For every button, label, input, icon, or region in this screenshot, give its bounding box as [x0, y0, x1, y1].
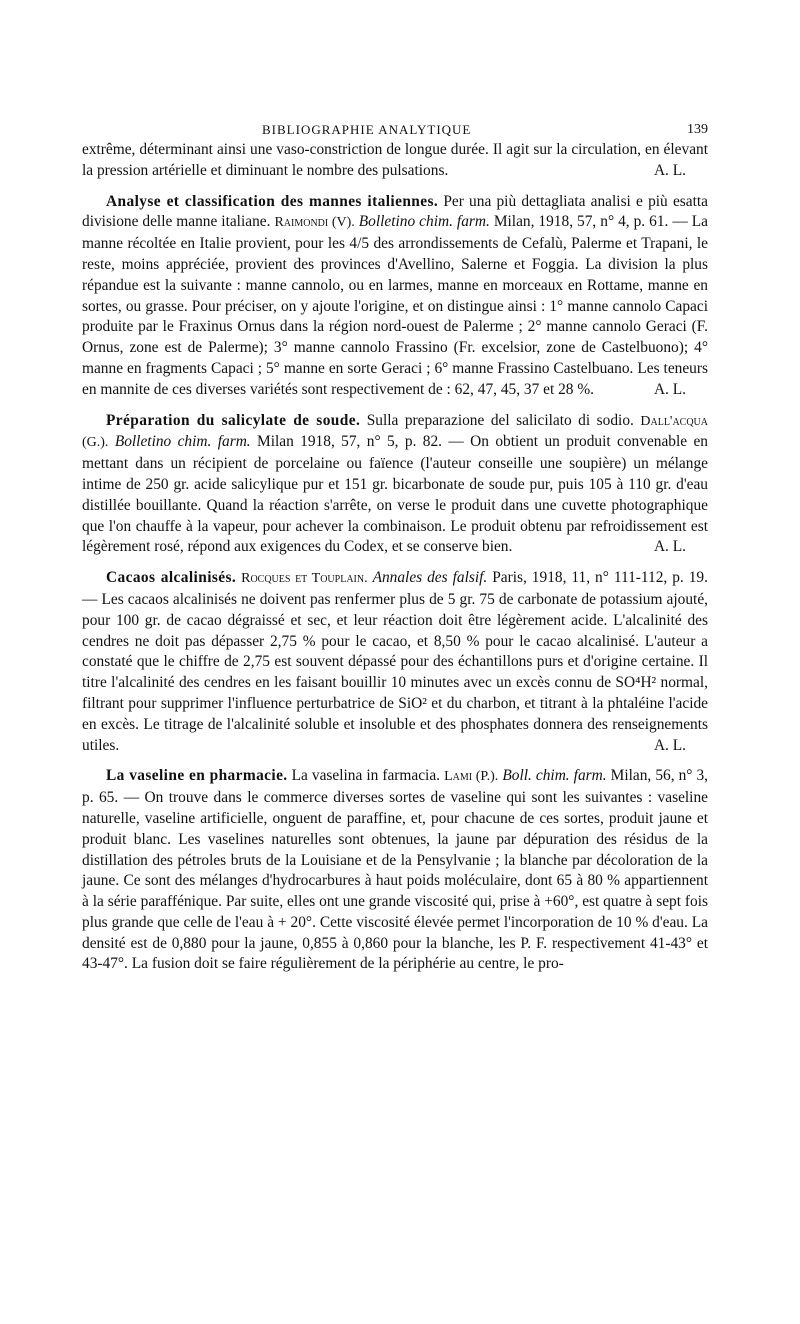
- entry-subtitle: Per una più dettagliata analisi e più esatta divisione delle manne italiane.: [82, 192, 708, 231]
- running-title: BIBLIOGRAPHIE ANALYTIQUE: [262, 122, 472, 137]
- entry-reference: Milan, 56, n° 3, p. 65.: [82, 767, 709, 807]
- entry-title: Analyse et classification des mannes italiennes.: [106, 192, 439, 210]
- entry-reference: Milan, 1918, 57, n° 4, p. 61.: [493, 213, 669, 231]
- entry-journal: Annales des falsif.: [372, 569, 488, 587]
- entry-signature: A. L.: [653, 161, 686, 179]
- entry-reference: Milan 1918, 57, n° 5, p. 82.: [257, 433, 443, 451]
- entry-body: — La manne récoltée en Italie provient, pour les 4/5 des arrondissements de Cefalù, Palerme et Trapani, le reste, moins appréciée, provient des provinces d'Avellino, Salerne et Foggia. La division la plus répandue est la suivante : manne cannolo, ou en larmes, manne en morceaux en Rottame, manne en sortes, ou grasse. Pour préciser, on y ajoute l'origine, et on distingue ainsi : 1° manne cannolo Capaci produite par le Fraxinus Ornus dans la région nord-ouest de Palerme ; 2° manne cannolo Geraci (F. Ornus, zone est de Palerme); 3° manne cannolo Frassino (Fr. excelsior, zone de Castelbuono); 4° manne en fragments Capaci ; 5° manne en sorte Geraci ; 6° manne Frassino Castelbuano. Les teneurs en mannite de ces diverses variétés sont respectivement de : 62, 47, 45, 37 et 28 %.: [82, 213, 708, 398]
- entry-journal: Bolletino chim. farm.: [358, 213, 490, 231]
- entry-body: — On obtient un produit convenable en mettant dans un récipient de porcelaine ou faïence (l'auteur conseille une soupière) un mélange intime de 250 gr. acide salicylique pur et 151 gr. bicarbonate de soude pur, puis 105 à 110 gr. d'eau distillée bouillante. Quand la réaction s'arrête, on verse le produit dans une cuvette photographique que l'on chauffe à la vapeur, pour achever la combinaison. Le produit obtenu par refroidissement est légèrement rosé, répond aux exigences du Codex, et se conserve bien.: [82, 433, 708, 556]
- running-header: [82, 118, 708, 140]
- entry-author: Lami (P.).: [444, 769, 499, 785]
- book-page: [82, 118, 708, 975]
- entry-journal: Boll. chim. farm.: [502, 767, 607, 785]
- entry-mannes-italiennes: [82, 192, 708, 401]
- entry-reference: Paris, 1918, 11, n° 111-112, p. 19.: [492, 569, 708, 587]
- entry-signature: A. L.: [653, 380, 686, 398]
- entry-author: Raimondi (V).: [274, 215, 355, 231]
- entry-body: — Les cacaos alcalinisés ne doivent pas renfermer plus de 5 gr. 75 de carbonate de potassium ajouté, pour 100 gr. de cacao dégraissé et sec, et leur réaction doit être légèrement acide. L'alcalinité des cendres ne doit pas dépasser 2,75 % pour le cacao, et 8,50 % pour le cacao alcalinisé. L'auteur a constaté que le chiffre de 2,75 est souvent dépassé pour des échantillons purs et d'origine certaine. Il titre l'alcalinité des cendres en les faisant bouillir 10 minutes avec un excès connu de SO⁴H² normal, filtrant pour supprimer l'influence perturbatrice de SiO² et du charbon, et titrant à la phtaléine l'acide en excès. Le titrage de l'alcalinité soluble et insoluble et des phosphates donnera des renseignements utiles.: [82, 590, 708, 754]
- entry-signature: A. L.: [653, 538, 686, 556]
- page-number: 139: [687, 122, 708, 137]
- entry-continuation: [82, 140, 708, 182]
- entry-cacaos-alcalinises: [82, 568, 708, 756]
- entry-journal: Bolletino chim. farm.: [114, 433, 251, 451]
- entry-body: extrême, déterminant ainsi une vaso-constriction de longue durée. Il agit sur la circulation, en élevant la pression artérielle et diminuant le nombre des pulsations.: [82, 141, 708, 179]
- entry-salicylate-soude: [82, 411, 708, 559]
- entry-title: La vaseline en pharmacie.: [106, 767, 288, 785]
- entry-subtitle: Sulla preparazione del salicilato di sodio.: [366, 411, 634, 429]
- entry-author: Dall'acqua (G.).: [82, 413, 709, 451]
- entry-title: Cacaos alcalinisés.: [106, 569, 237, 587]
- entry-body: — On trouve dans le commerce diverses sortes de vaseline qui sont les suivantes : vaseline naturelle, vaseline artificielle, onguent de paraffine, et, pour chacune de ces sortes, produit jaune et produit blanc. Les vaselines naturelles sont obtenues, la jaune par dépuration des résidus de la distillation des pétroles bruts de la Louisiane et de la Pensylvanie ; la blanche par décoloration de la jaune. Ce sont des mélanges d'hydrocarbures à haut poids moléculaire, dont 65 à 80 % appartiennent à la série paraffénique. Par suite, elles ont une grande viscosité qui, prise à +60°, est quatre à sept fois plus grande que celle de l'eau à + 20°. Cette viscosité élevée permet l'incorporation de 10 % d'eau. La densité est de 0,880 pour la jaune, 0,855 à 0,860 pour la blanche, les P. F. respectivement 41-43° et 43-47°. La fusion doit se faire régulièrement de la périphérie au centre, le pro-: [82, 789, 708, 973]
- entry-signature: A. L.: [653, 736, 686, 754]
- entry-author: Rocques et Touplain.: [241, 571, 368, 587]
- entry-title: Préparation du salicylate de soude.: [106, 411, 361, 429]
- entry-subtitle: La vaselina in farmacia.: [291, 767, 441, 785]
- entry-vaseline-pharmacie: [82, 766, 708, 975]
